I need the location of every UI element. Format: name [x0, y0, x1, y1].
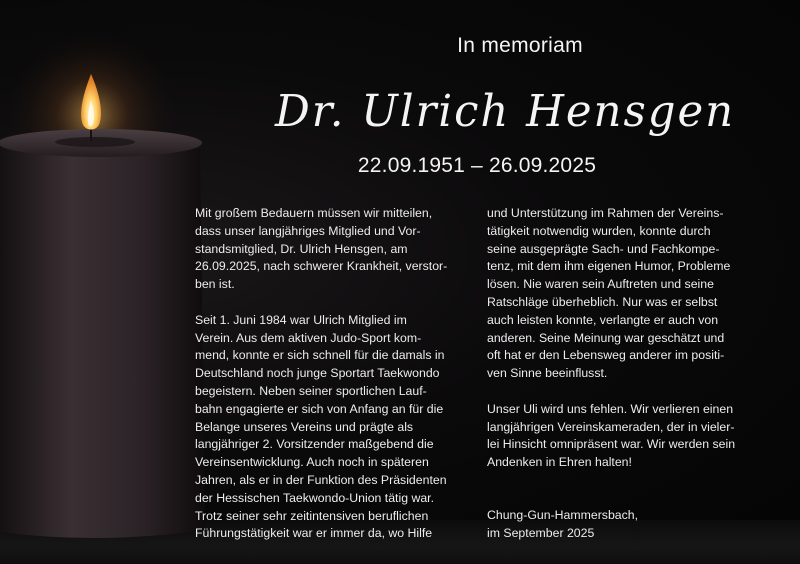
- memoriam-heading: In memoriam: [457, 34, 583, 57]
- deceased-name: [225, 64, 785, 154]
- paragraph: Seit 1. Juni 1984 war Ulrich Mitglied im Verein. Aus dem aktiven Judo-Sport kom- mend, konnte er sich schnell für die damals in Deutschland noch junge Sportart Taekwondo begeistern. Neben seiner sportlichen Lauf- bahn engagierte er sich von Anfang an für die Belange unseres Vereins und prägte als langjähriger 2. Vorsitzender maßgebend die Vereinsentwicklung. Auch noch in späteren Jahren, als er in der Funktion des Präsidenten der Hessischen Taekwondo-Union tätig war. Trotz seiner sehr zeitintensiven beruflichen Führungstätigkeit war er immer da, wo Hilfe: [195, 312, 447, 541]
- paragraph: und Unterstützung im Rahmen der Vereins- tätigkeit notwendig wurden, konnte durch seine ausgeprägte Sach- und Fachkompe- tenz, mit dem ihm eigenen Humor, Probleme lösen. Nie waren sein Auftreten und seine Ratschläge überheblich. Nur was er selbst auch leisten konnte, verlangte er auch von anderen. Seine Meinung war geschätzt und oft hat er den Lebensweg anderer im positi- ven Sinne beeinflusst.: [487, 206, 731, 381]
- obituary-column-right: [487, 205, 757, 543]
- paragraph: Unser Uli wird uns fehlen. Wir verlieren einen langjährigen Vereinskameraden, der in vieler- lei Hinsicht omnipräsent war. Wir werden sein Andenken in Ehren halten!: [487, 401, 736, 470]
- closing-signature: Chung-Gun-Hammersbach, im September 2025: [487, 507, 639, 540]
- candle-icon: [0, 0, 220, 564]
- paragraph: Mit großem Bedauern müssen wir mitteilen, dass unser langjähriges Mitglied und Vor- standsmitglied, Dr. Ulrich Hensgen, am 26.09.2025, nach schwerer Krankheit, verstor- ben ist.: [195, 206, 448, 292]
- obituary-column-left: [195, 205, 480, 561]
- life-dates: 22.09.1951 – 26.09.2025: [357, 154, 597, 177]
- deceased-name-text: Dr. Ulrich Hensgen: [274, 86, 735, 137]
